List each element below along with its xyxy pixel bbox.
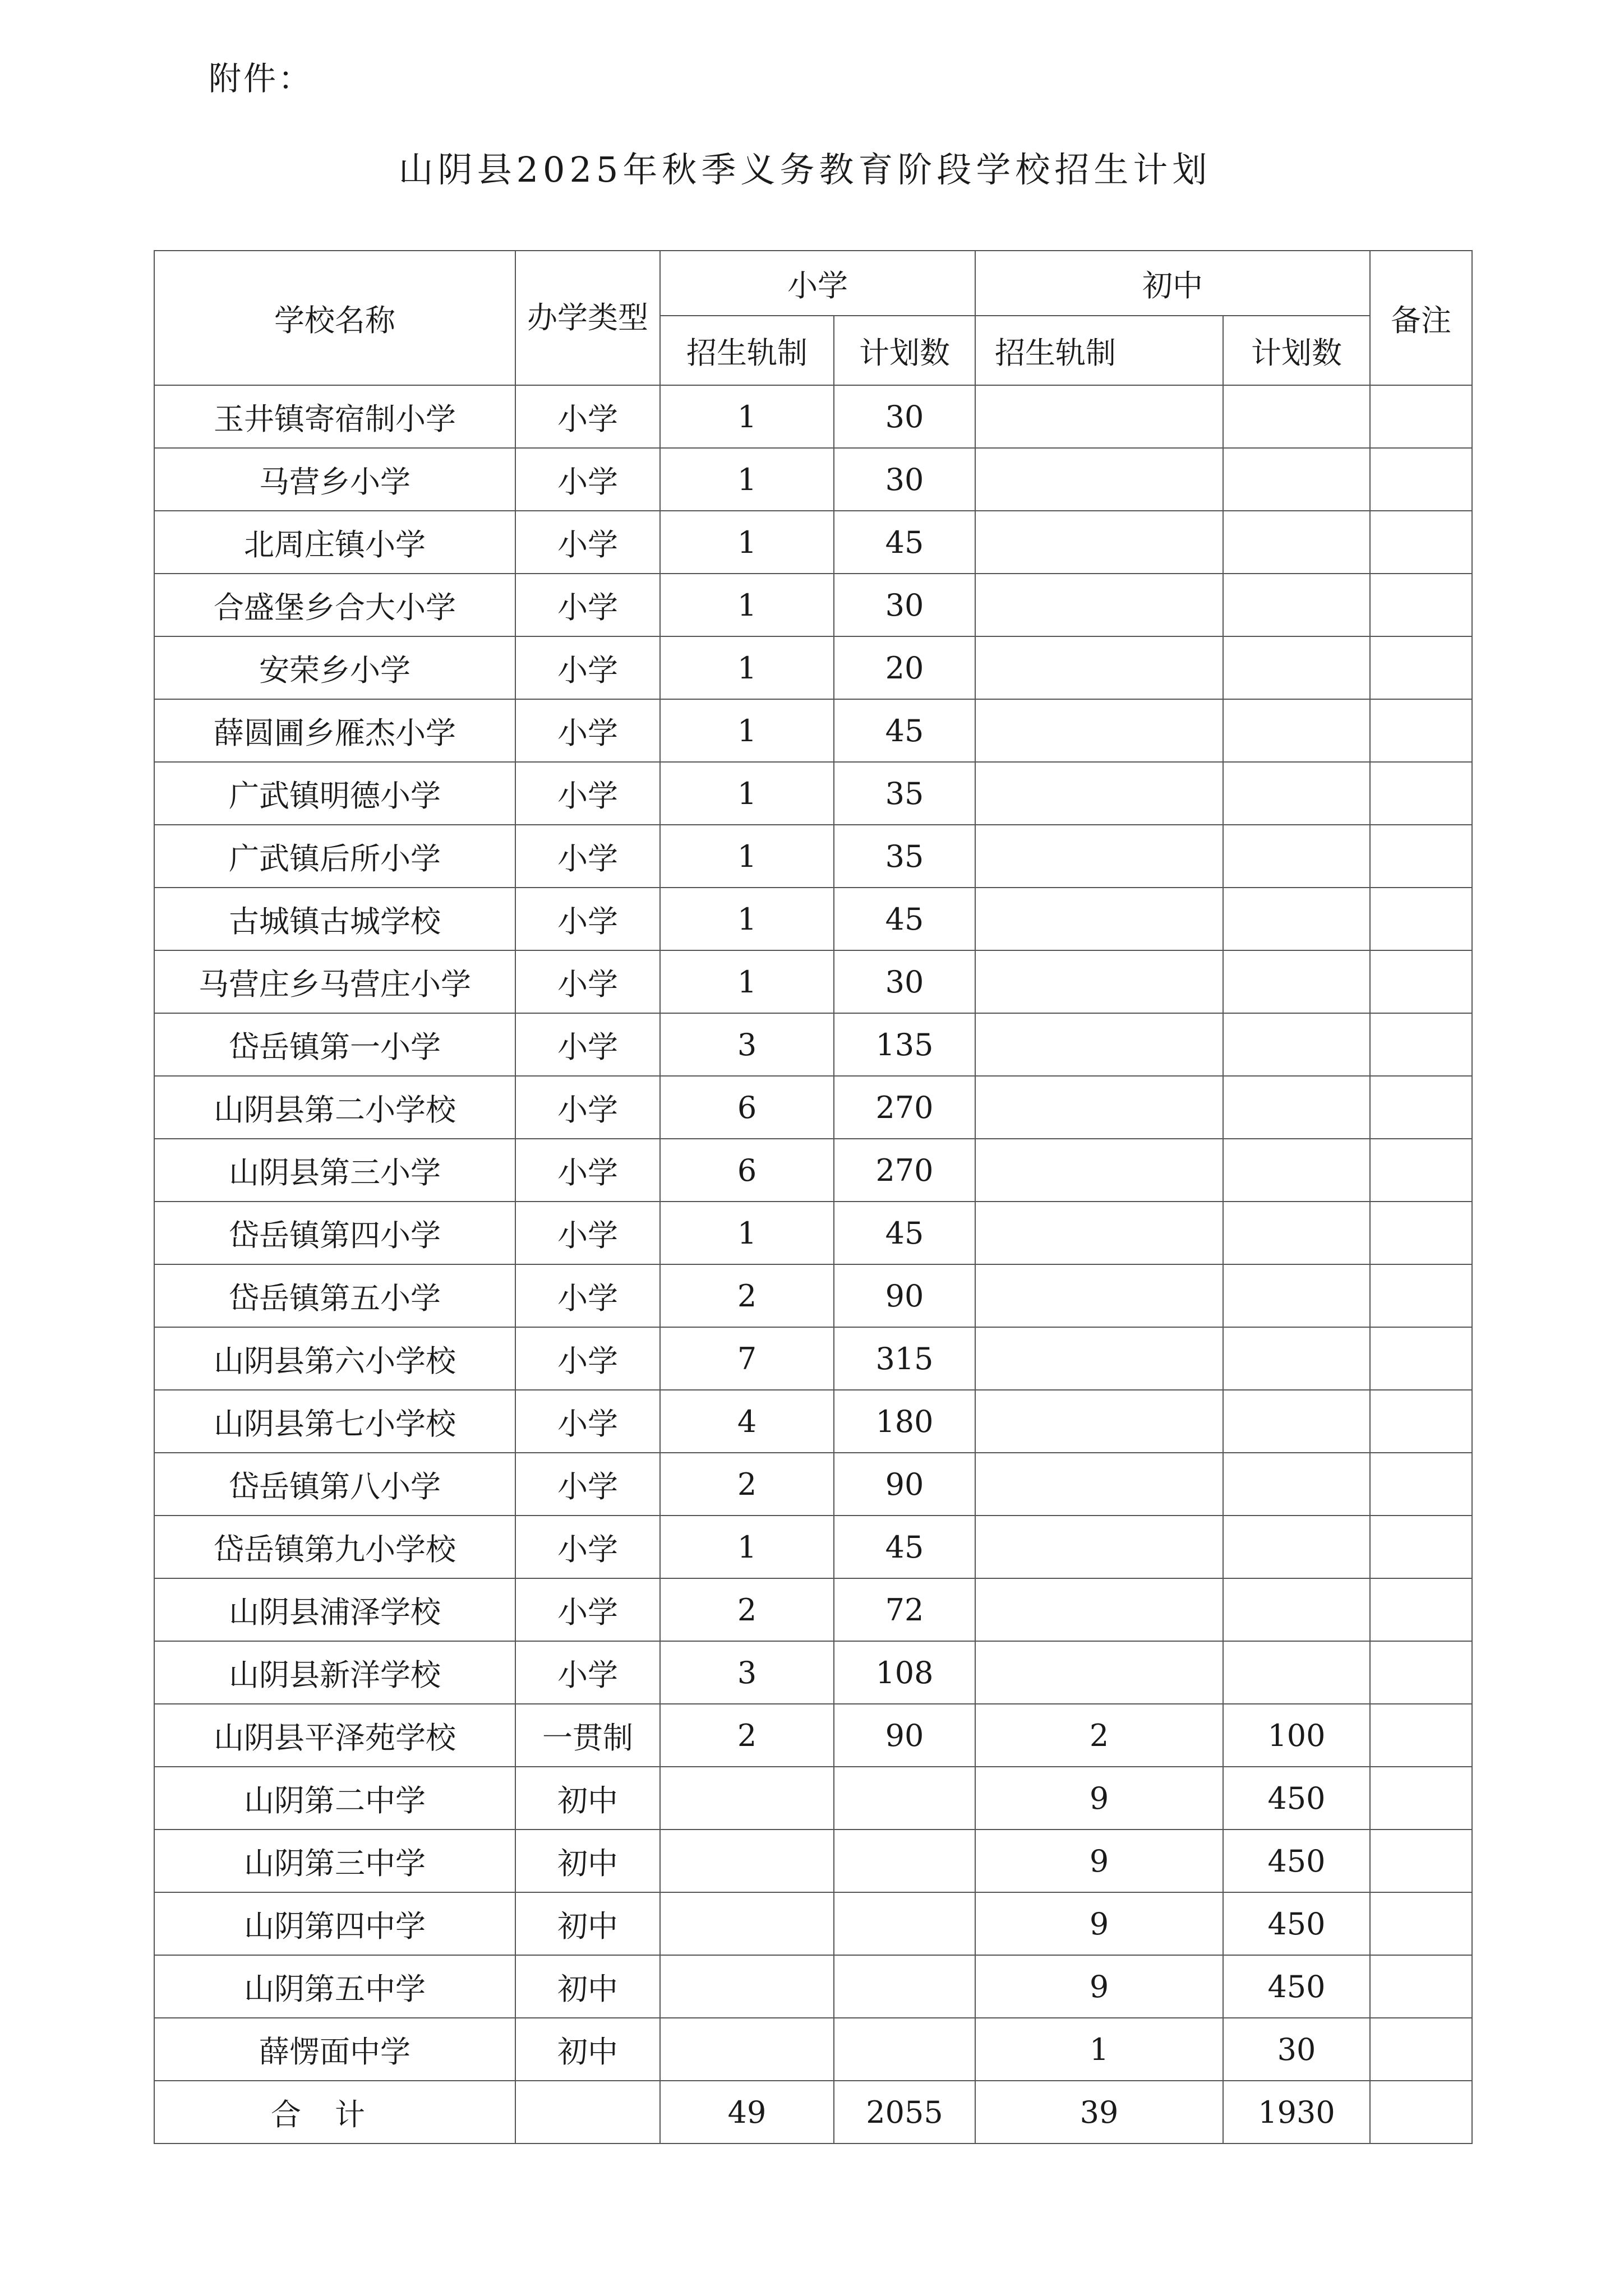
- table-row: [154, 1641, 1472, 1704]
- cell-primary-plan: [834, 1767, 975, 1830]
- cell-remarks: [1370, 1013, 1472, 1076]
- cell-school-name: 玉井镇寄宿制小学: [154, 385, 515, 448]
- cell-remarks: [1370, 1704, 1472, 1767]
- cell-junior-plan: [1223, 1327, 1370, 1390]
- table-row: [154, 1767, 1472, 1830]
- table-row: [154, 1830, 1472, 1892]
- cell-junior-tracks: 9: [975, 1955, 1223, 2018]
- cell-remarks: [1370, 1578, 1472, 1641]
- total-primary-plan: 2055: [834, 2081, 975, 2143]
- cell-school-type: 小学: [515, 1139, 660, 1202]
- cell-remarks: [1370, 385, 1472, 448]
- table-row: [154, 825, 1472, 888]
- cell-junior-plan: [1223, 636, 1370, 699]
- table-row: [154, 511, 1472, 574]
- cell-primary-plan: 270: [834, 1139, 975, 1202]
- cell-primary-tracks: [660, 1830, 834, 1892]
- cell-primary-plan: 30: [834, 950, 975, 1013]
- cell-school-type: 小学: [515, 1202, 660, 1264]
- cell-junior-plan: [1223, 1264, 1370, 1327]
- cell-school-type: 初中: [515, 1955, 660, 2018]
- header-remarks: 备注: [1370, 251, 1472, 385]
- cell-school-name: 广武镇明德小学: [154, 762, 515, 825]
- header-primary-tracks: 招生轨制: [660, 316, 834, 385]
- cell-remarks: [1370, 1390, 1472, 1453]
- cell-junior-plan: [1223, 888, 1370, 950]
- cell-remarks: [1370, 825, 1472, 888]
- cell-remarks: [1370, 511, 1472, 574]
- cell-junior-tracks: [975, 448, 1223, 511]
- cell-school-name: 山阴县第三小学: [154, 1139, 515, 1202]
- cell-primary-tracks: 1: [660, 385, 834, 448]
- cell-junior-plan: [1223, 762, 1370, 825]
- cell-primary-tracks: 1: [660, 699, 834, 762]
- header-school-name: 学校名称: [154, 251, 515, 385]
- cell-school-type: 小学: [515, 448, 660, 511]
- cell-junior-tracks: [975, 825, 1223, 888]
- cell-school-type: 小学: [515, 1076, 660, 1139]
- cell-school-type: 小学: [515, 825, 660, 888]
- cell-junior-plan: [1223, 574, 1370, 636]
- cell-remarks: [1370, 950, 1472, 1013]
- cell-school-type: 小学: [515, 888, 660, 950]
- cell-school-name: 山阴县平泽苑学校: [154, 1704, 515, 1767]
- cell-junior-tracks: [975, 1013, 1223, 1076]
- cell-primary-tracks: 2: [660, 1704, 834, 1767]
- cell-school-name: 山阴县新洋学校: [154, 1641, 515, 1704]
- cell-junior-plan: [1223, 1202, 1370, 1264]
- cell-primary-tracks: 3: [660, 1641, 834, 1704]
- cell-school-name: 山阴县浦泽学校: [154, 1578, 515, 1641]
- cell-primary-tracks: [660, 1955, 834, 2018]
- table-row: [154, 1139, 1472, 1202]
- cell-remarks: [1370, 1767, 1472, 1830]
- header-junior: 初中: [975, 251, 1370, 316]
- cell-primary-plan: 45: [834, 1516, 975, 1578]
- table-row: [154, 888, 1472, 950]
- cell-junior-plan: [1223, 1516, 1370, 1578]
- page-title: 山阴县2025年秋季义务教育阶段学校招生计划: [398, 149, 1212, 190]
- cell-junior-plan: [1223, 1013, 1370, 1076]
- cell-junior-plan: 450: [1223, 1892, 1370, 1955]
- header-junior-plan: 计划数: [1223, 316, 1370, 385]
- total-remarks: [1370, 2081, 1472, 2143]
- cell-school-type: 初中: [515, 1892, 660, 1955]
- cell-remarks: [1370, 1076, 1472, 1139]
- cell-primary-tracks: 2: [660, 1264, 834, 1327]
- cell-remarks: [1370, 1830, 1472, 1892]
- cell-primary-tracks: 1: [660, 636, 834, 699]
- total-label: 合计: [154, 2081, 515, 2143]
- cell-junior-tracks: [975, 699, 1223, 762]
- table-row: [154, 1076, 1472, 1139]
- cell-primary-plan: 30: [834, 448, 975, 511]
- cell-primary-plan: [834, 1892, 975, 1955]
- cell-primary-plan: [834, 1955, 975, 2018]
- cell-junior-plan: [1223, 1578, 1370, 1641]
- table-row: [154, 1892, 1472, 1955]
- cell-primary-plan: 20: [834, 636, 975, 699]
- cell-junior-tracks: 9: [975, 1892, 1223, 1955]
- cell-primary-plan: 45: [834, 699, 975, 762]
- cell-school-name: 山阴第四中学: [154, 1892, 515, 1955]
- cell-junior-tracks: [975, 1139, 1223, 1202]
- cell-primary-plan: [834, 2018, 975, 2081]
- cell-primary-tracks: 1: [660, 762, 834, 825]
- cell-school-type: 初中: [515, 1830, 660, 1892]
- cell-primary-plan: 315: [834, 1327, 975, 1390]
- cell-primary-tracks: 6: [660, 1139, 834, 1202]
- cell-school-type: 小学: [515, 1453, 660, 1516]
- cell-remarks: [1370, 1453, 1472, 1516]
- header-primary-plan: 计划数: [834, 316, 975, 385]
- cell-junior-plan: [1223, 950, 1370, 1013]
- cell-remarks: [1370, 448, 1472, 511]
- cell-junior-plan: [1223, 1390, 1370, 1453]
- cell-remarks: [1370, 1892, 1472, 1955]
- cell-school-name: 北周庄镇小学: [154, 511, 515, 574]
- cell-primary-plan: 108: [834, 1641, 975, 1704]
- cell-junior-tracks: 9: [975, 1767, 1223, 1830]
- cell-school-name: 岱岳镇第五小学: [154, 1264, 515, 1327]
- cell-primary-plan: 90: [834, 1453, 975, 1516]
- cell-school-name: 山阴县第六小学校: [154, 1327, 515, 1390]
- cell-primary-tracks: 6: [660, 1076, 834, 1139]
- cell-primary-tracks: 4: [660, 1390, 834, 1453]
- cell-school-name: 岱岳镇第八小学: [154, 1453, 515, 1516]
- cell-junior-tracks: [975, 385, 1223, 448]
- table-row: [154, 1390, 1472, 1453]
- cell-remarks: [1370, 574, 1472, 636]
- cell-junior-tracks: [975, 1390, 1223, 1453]
- cell-school-type: 小学: [515, 1264, 660, 1327]
- cell-remarks: [1370, 1327, 1472, 1390]
- header-primary: 小学: [660, 251, 975, 316]
- cell-primary-tracks: 1: [660, 888, 834, 950]
- table-row: [154, 1202, 1472, 1264]
- table-row: [154, 1327, 1472, 1390]
- cell-school-type: 小学: [515, 1390, 660, 1453]
- cell-remarks: [1370, 1955, 1472, 2018]
- table-row: [154, 385, 1472, 448]
- cell-remarks: [1370, 762, 1472, 825]
- cell-primary-plan: 30: [834, 385, 975, 448]
- table-row: [154, 448, 1472, 511]
- cell-school-type: 小学: [515, 699, 660, 762]
- cell-school-type: 小学: [515, 1516, 660, 1578]
- cell-primary-plan: 45: [834, 888, 975, 950]
- cell-school-name: 岱岳镇第一小学: [154, 1013, 515, 1076]
- table-row: [154, 636, 1472, 699]
- cell-junior-plan: [1223, 1641, 1370, 1704]
- header-school-type: 办学类型: [515, 251, 660, 385]
- cell-remarks: [1370, 1641, 1472, 1704]
- cell-school-type: 小学: [515, 1641, 660, 1704]
- table-row: [154, 1516, 1472, 1578]
- cell-junior-tracks: [975, 1264, 1223, 1327]
- cell-junior-tracks: [975, 1453, 1223, 1516]
- enrollment-plan-table: [154, 250, 1473, 2144]
- cell-school-name: 广武镇后所小学: [154, 825, 515, 888]
- header-junior-tracks: 招生轨制: [975, 316, 1223, 385]
- header-row-1: [154, 251, 1472, 316]
- cell-junior-tracks: 2: [975, 1704, 1223, 1767]
- cell-school-name: 安荣乡小学: [154, 636, 515, 699]
- cell-school-name: 山阴第五中学: [154, 1955, 515, 2018]
- cell-primary-tracks: 2: [660, 1578, 834, 1641]
- cell-junior-tracks: [975, 1641, 1223, 1704]
- cell-remarks: [1370, 888, 1472, 950]
- cell-junior-tracks: [975, 950, 1223, 1013]
- cell-primary-tracks: 1: [660, 574, 834, 636]
- cell-junior-tracks: 9: [975, 1830, 1223, 1892]
- table-row: [154, 1578, 1472, 1641]
- attachment-label: 附件：: [209, 59, 313, 98]
- cell-primary-tracks: 1: [660, 1202, 834, 1264]
- cell-school-type: 初中: [515, 2018, 660, 2081]
- cell-school-name: 山阴第二中学: [154, 1767, 515, 1830]
- cell-junior-plan: 450: [1223, 1767, 1370, 1830]
- table-row: [154, 574, 1472, 636]
- cell-junior-tracks: [975, 762, 1223, 825]
- total-junior-plan: 1930: [1223, 2081, 1370, 2143]
- cell-school-name: 合盛堡乡合大小学: [154, 574, 515, 636]
- cell-school-type: 小学: [515, 574, 660, 636]
- total-junior-tracks: 39: [975, 2081, 1223, 2143]
- cell-junior-tracks: 1: [975, 2018, 1223, 2081]
- cell-remarks: [1370, 699, 1472, 762]
- cell-junior-tracks: [975, 1327, 1223, 1390]
- cell-junior-plan: [1223, 825, 1370, 888]
- cell-junior-plan: [1223, 385, 1370, 448]
- table-body: [154, 385, 1472, 2081]
- cell-primary-tracks: [660, 1767, 834, 1830]
- total-type: [515, 2081, 660, 2143]
- cell-school-type: 小学: [515, 636, 660, 699]
- cell-junior-plan: [1223, 1453, 1370, 1516]
- cell-remarks: [1370, 1516, 1472, 1578]
- cell-primary-plan: 90: [834, 1704, 975, 1767]
- cell-primary-tracks: [660, 2018, 834, 2081]
- cell-primary-plan: 72: [834, 1578, 975, 1641]
- cell-primary-tracks: 3: [660, 1013, 834, 1076]
- cell-school-name: 马营庄乡马营庄小学: [154, 950, 515, 1013]
- cell-school-type: 初中: [515, 1767, 660, 1830]
- cell-school-name: 古城镇古城学校: [154, 888, 515, 950]
- cell-primary-plan: [834, 1830, 975, 1892]
- cell-junior-tracks: [975, 1516, 1223, 1578]
- cell-junior-tracks: [975, 636, 1223, 699]
- cell-school-name: 山阴县第二小学校: [154, 1076, 515, 1139]
- cell-junior-tracks: [975, 1202, 1223, 1264]
- cell-remarks: [1370, 636, 1472, 699]
- cell-school-type: 一贯制: [515, 1704, 660, 1767]
- cell-junior-plan: 30: [1223, 2018, 1370, 2081]
- cell-primary-plan: 45: [834, 1202, 975, 1264]
- cell-primary-plan: 35: [834, 825, 975, 888]
- cell-primary-tracks: 1: [660, 1516, 834, 1578]
- cell-junior-tracks: [975, 888, 1223, 950]
- cell-school-name: 山阴县第七小学校: [154, 1390, 515, 1453]
- table-row: [154, 762, 1472, 825]
- cell-primary-tracks: 1: [660, 825, 834, 888]
- cell-primary-plan: 270: [834, 1076, 975, 1139]
- cell-junior-plan: [1223, 511, 1370, 574]
- cell-primary-plan: 90: [834, 1264, 975, 1327]
- table-row: [154, 1704, 1472, 1767]
- cell-remarks: [1370, 1264, 1472, 1327]
- table-row: [154, 950, 1472, 1013]
- table-row: [154, 1013, 1472, 1076]
- cell-primary-tracks: 1: [660, 950, 834, 1013]
- cell-school-name: 山阴第三中学: [154, 1830, 515, 1892]
- cell-school-name: 薛愣面中学: [154, 2018, 515, 2081]
- cell-primary-plan: 180: [834, 1390, 975, 1453]
- cell-junior-plan: [1223, 699, 1370, 762]
- cell-primary-plan: 35: [834, 762, 975, 825]
- table-row: [154, 1264, 1472, 1327]
- cell-junior-tracks: [975, 511, 1223, 574]
- table-row: [154, 2018, 1472, 2081]
- cell-primary-tracks: 1: [660, 448, 834, 511]
- cell-junior-plan: [1223, 448, 1370, 511]
- total-row: [154, 2081, 1472, 2143]
- cell-school-type: 小学: [515, 762, 660, 825]
- cell-school-type: 小学: [515, 511, 660, 574]
- cell-school-name: 马营乡小学: [154, 448, 515, 511]
- cell-school-type: 小学: [515, 1578, 660, 1641]
- cell-primary-plan: 135: [834, 1013, 975, 1076]
- cell-primary-tracks: 2: [660, 1453, 834, 1516]
- cell-primary-plan: 30: [834, 574, 975, 636]
- table-row: [154, 1955, 1472, 2018]
- table-row: [154, 699, 1472, 762]
- cell-remarks: [1370, 1202, 1472, 1264]
- cell-junior-plan: 100: [1223, 1704, 1370, 1767]
- cell-remarks: [1370, 1139, 1472, 1202]
- cell-junior-plan: [1223, 1076, 1370, 1139]
- cell-junior-tracks: [975, 1076, 1223, 1139]
- table-row: [154, 1453, 1472, 1516]
- cell-primary-tracks: [660, 1892, 834, 1955]
- cell-school-name: 薛圆圃乡雁杰小学: [154, 699, 515, 762]
- cell-remarks: [1370, 2018, 1472, 2081]
- cell-primary-tracks: 7: [660, 1327, 834, 1390]
- cell-junior-plan: 450: [1223, 1830, 1370, 1892]
- cell-junior-plan: [1223, 1139, 1370, 1202]
- cell-school-type: 小学: [515, 1327, 660, 1390]
- cell-school-name: 岱岳镇第九小学校: [154, 1516, 515, 1578]
- cell-junior-tracks: [975, 1578, 1223, 1641]
- cell-school-type: 小学: [515, 950, 660, 1013]
- cell-school-type: 小学: [515, 1013, 660, 1076]
- cell-primary-plan: 45: [834, 511, 975, 574]
- total-primary-tracks: 49: [660, 2081, 834, 2143]
- cell-school-type: 小学: [515, 385, 660, 448]
- cell-primary-tracks: 1: [660, 511, 834, 574]
- cell-school-name: 岱岳镇第四小学: [154, 1202, 515, 1264]
- cell-junior-tracks: [975, 574, 1223, 636]
- cell-junior-plan: 450: [1223, 1955, 1370, 2018]
